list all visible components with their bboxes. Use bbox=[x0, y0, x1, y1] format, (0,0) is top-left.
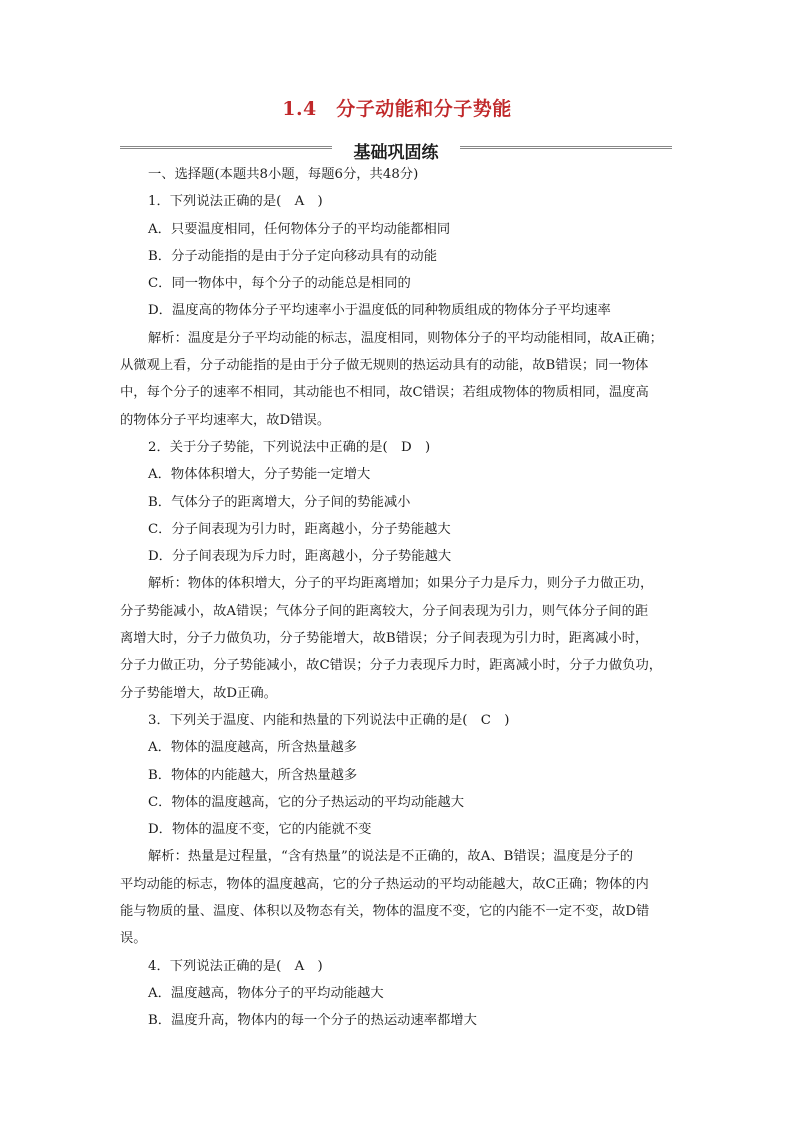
text-line: 3．下列关于温度、内能和热量的下列说法中正确的是( C ) bbox=[148, 712, 510, 728]
text-line: A．温度越高，物体分子的平均动能越大 bbox=[148, 985, 384, 1001]
text-line: 离增大时，分子力做负功，分子势能增大，故B错误；分子间表现为引力时，距离减小时， bbox=[120, 631, 649, 647]
text-line: C．分子间表现为引力时，距离越小，分子势能越大 bbox=[148, 521, 451, 537]
text-line: 能与物质的量、温度、体积以及物态有关，物体的温度不变，它的内能不一定不变，故D错 bbox=[120, 904, 650, 920]
text-line: D．物体的温度不变，它的内能就不变 bbox=[148, 822, 372, 838]
text-line: A．物体的温度越高，所含热量越多 bbox=[148, 740, 358, 756]
text-line: B．物体的内能越大，所含热量越多 bbox=[148, 767, 358, 783]
text-line: 解析：热量是过程量，“含有热量”的说法是不正确的，故A、B错误；温度是分子的 bbox=[148, 849, 634, 865]
text-line: B．温度升高，物体内的每一个分子的热运动速率都增大 bbox=[148, 1013, 477, 1029]
text-line: 分子力做正功，分子势能减小，故C错误；分子力表现斥力时，距离减小时，分子力做负功， bbox=[120, 658, 663, 674]
heading-rule-right bbox=[460, 146, 672, 149]
text-line: B．气体分子的距离增大，分子间的势能减小 bbox=[148, 494, 411, 510]
text-line: 分子势能增大，故D正确。 bbox=[120, 685, 277, 701]
text-line: 误。 bbox=[120, 931, 147, 947]
text-line: D．温度高的物体分子平均速率小于温度低的同种物质组成的物体分子平均速率 bbox=[148, 303, 611, 319]
text-line: 解析：温度是分子平均动能的标志，温度相同，则物体分子的平均动能相同，故A正确； bbox=[148, 330, 663, 346]
section-heading-bar bbox=[120, 138, 672, 163]
text-line: C．物体的温度越高，它的分子热运动的平均动能越大 bbox=[148, 794, 465, 810]
text-line: B．分子动能指的是由于分子定向移动具有的动能 bbox=[148, 248, 438, 264]
text-line: 分子势能减小，故A错误；气体分子间的距离较大，分子间表现为引力，则气体分子间的距 bbox=[120, 603, 649, 619]
text-line: 4．下列说法正确的是( A ) bbox=[148, 958, 323, 974]
document-body bbox=[120, 161, 675, 1035]
section-heading: 基础巩固练 bbox=[353, 143, 439, 163]
text-line: A．物体体积增大，分子势能一定增大 bbox=[148, 467, 371, 483]
text-line: 中，每个分子的速率不相同，其动能也不相同，故C错误；若组成物体的物质相同，温度高 bbox=[120, 385, 649, 401]
text-line: D．分子间表现为斥力时，距离越小，分子势能越大 bbox=[148, 549, 452, 565]
text-line: C．同一物体中，每个分子的动能总是相同的 bbox=[148, 276, 411, 292]
text-line: 2．关于分子势能，下列说法中正确的是( D ) bbox=[148, 439, 431, 455]
text-line: A．只要温度相同，任何物体分子的平均动能都相同 bbox=[148, 221, 451, 237]
text-line: 的物体分子平均速率大，故D错误。 bbox=[120, 412, 331, 428]
text-line: 平均动能的标志，物体的温度越高，它的分子热运动的平均动能越大，故C正确；物体的内 bbox=[120, 876, 649, 892]
text-line: 1．下列说法正确的是( A ) bbox=[148, 194, 323, 210]
text-line: 从微观上看，分子动能指的是由于分子做无规则的热运动具有的动能，故B错误；同一物体 bbox=[120, 358, 649, 374]
page-title: 1.4 分子动能和分子势能 bbox=[282, 98, 512, 120]
text-line: 一、选择题(本题共8小题，每题6分，共48分) bbox=[148, 167, 419, 182]
text-line: 解析：物体的体积增大，分子的平均距离增加；如果分子力是斥力，则分子力做正功， bbox=[148, 576, 654, 592]
